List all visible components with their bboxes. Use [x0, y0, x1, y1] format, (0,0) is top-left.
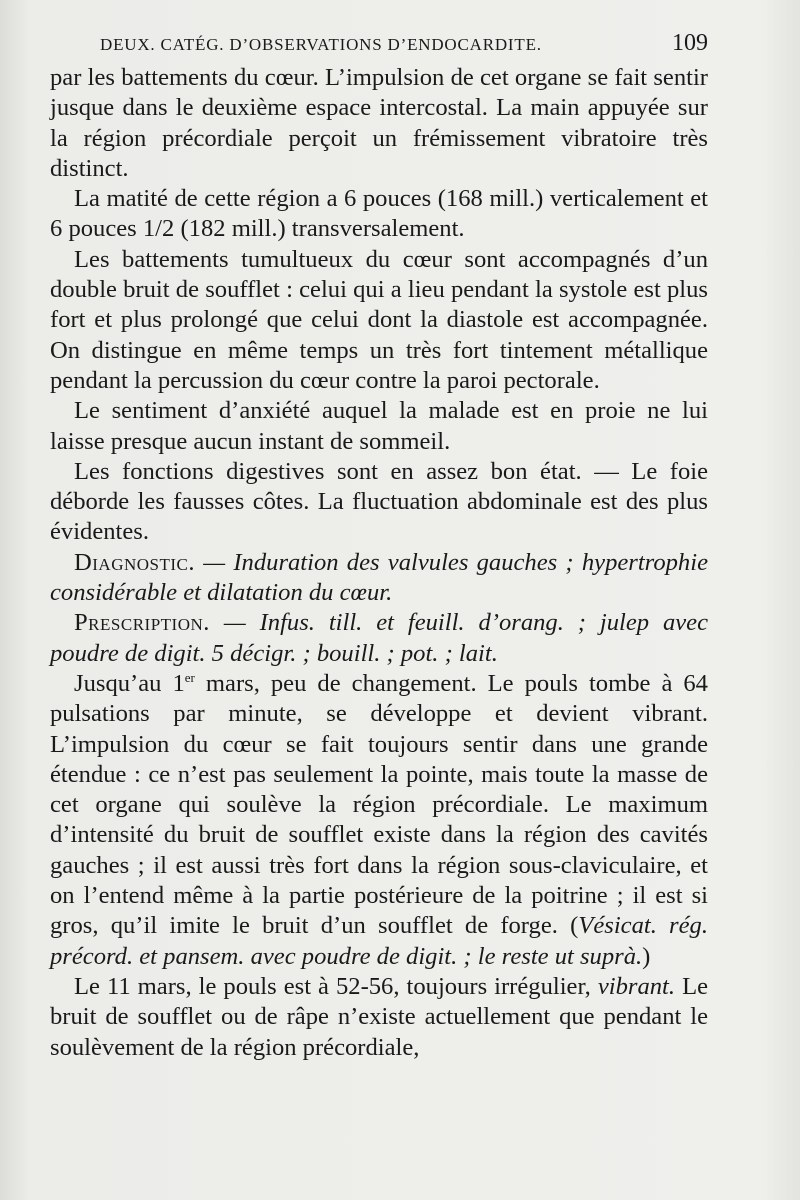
prescription-inline: Vésicat. rég. précord. et pansem. avec poudre de digit. ; le reste ut suprà.: [50, 912, 708, 970]
paragraph: par les battements du cœur. L’impulsion de cet organe se fait sentir jusque dans le deuxième espace intercostal. La main appuyée sur la région précordiale perçoit un frémissement vibratoire très distinct.: [50, 64, 708, 182]
running-head: [50, 30, 708, 57]
italic-word: vibrant.: [597, 972, 676, 1000]
prescription-label: Prescription.: [74, 609, 210, 637]
paragraph: Les battements tumultueux du cœur sont accompagnés d’un double bruit de soufflet : celui qui a lieu pendant la systole est plus fort et plus prolongé que celui dont la diastole est accompagnée. On distingue en même temps un très fort tintement métallique pendant la percussion du cœur contre la paroi pectorale.: [50, 245, 708, 394]
body-text: [50, 63, 708, 1063]
diagnostic-paragraph: [50, 548, 708, 609]
running-title: DEUX. CATÉG. D’OBSERVATIONS D’ENDOCARDITE.: [100, 35, 542, 54]
paragraph: [50, 669, 708, 972]
diagnostic-label: Diagnostic.: [74, 548, 196, 576]
prescription-paragraph: [50, 608, 708, 669]
paragraph: [50, 972, 708, 1063]
prescription-text: — Infus. till. et feuill. d’orang. ; julep avec poudre de digit. 5 décigr. ; bouill. ; pot. ; lait.: [50, 609, 708, 667]
paragraph: Le sentiment d’anxiété auquel la malade est en proie ne lui laisse presque aucun instant de sommeil.: [50, 397, 708, 455]
paragraph-text: ): [642, 942, 651, 970]
paragraph-text: mars, peu de changement. Le pouls tombe à 64 pulsations par minute, se développe et devient vibrant. L’impulsion du cœur se fait toujours sentir dans une grande étendue : ce n’est pas seulement la pointe, mais toute la masse de cet organe qui soulève la région précordiale. Le maximum d’intensité du bruit de soufflet existe dans la région des cavités gauches ; il est aussi très fort dans la région sous-claviculaire, et on l’entend même à la partie postérieure de la poitrine ; il est si gros, qu’il imite le bruit d’un soufflet de forge. (: [50, 669, 708, 940]
diagnostic-text: — Induration des valvules gauches ; hypertrophie considérable et dilatation du cœur.: [50, 548, 708, 607]
superscript: er: [184, 669, 195, 685]
paragraph-text: Le 11 mars, le pouls est à 52-56, toujours irrégulier,: [74, 972, 598, 1000]
paragraph-text: Jusqu’au 1: [74, 669, 185, 697]
page-number: 109: [672, 30, 708, 56]
paragraph: La matité de cette région a 6 pouces (168 mill.) verticalement et 6 pouces 1/2 (182 mill.) transversalement.: [50, 185, 708, 243]
paragraph-text: Le bruit de soufflet ou de râpe n’existe actuellement que pendant le soulèvement de la région précordiale,: [50, 972, 709, 1061]
paragraph: Les fonctions digestives sont en assez bon état. — Le foie déborde les fausses côtes. La fluctuation abdominale est des plus évidentes.: [50, 457, 708, 546]
